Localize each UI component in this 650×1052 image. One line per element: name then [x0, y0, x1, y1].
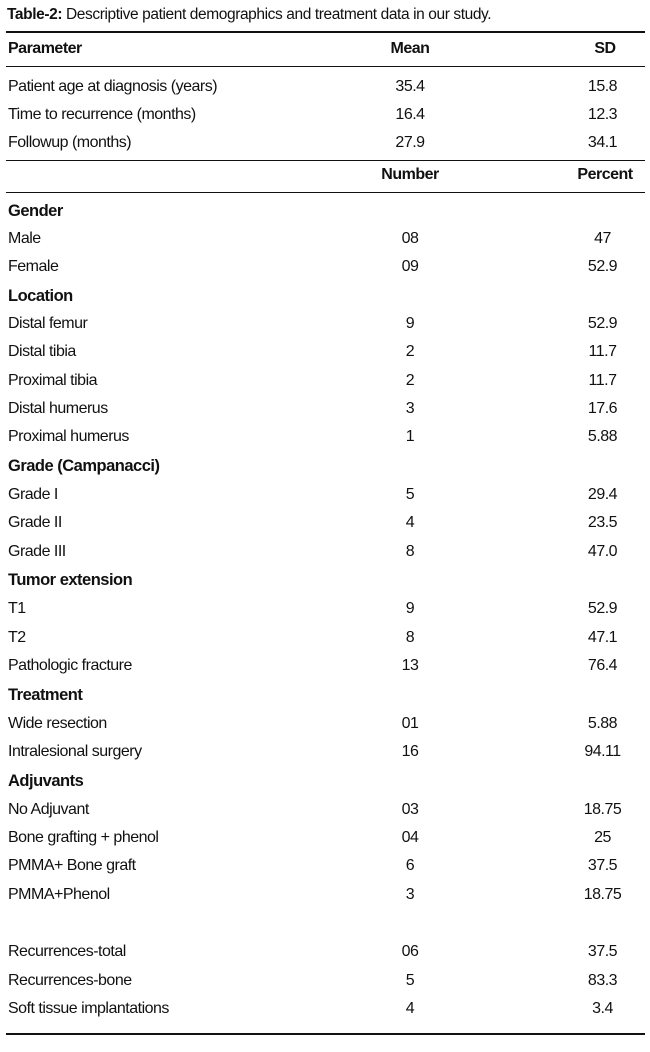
- row-percent: 29.4: [587, 486, 618, 503]
- section-label: Adjuvants: [8, 772, 84, 790]
- row-percent: 52.9: [587, 258, 618, 275]
- row-label: Male: [8, 230, 41, 247]
- row-percent: 52.9: [587, 600, 618, 617]
- table-row: [0, 624, 650, 652]
- row-percent: 37.5: [587, 857, 618, 874]
- row-number: 3: [405, 400, 415, 417]
- row-percent: 11.7: [588, 372, 617, 389]
- table-row: [0, 129, 650, 157]
- row-number: 6: [405, 857, 415, 874]
- section-heading-treatment: [0, 681, 650, 709]
- row-label: Wide resection: [8, 715, 107, 732]
- row-percent: 5.88: [587, 715, 618, 732]
- header-row-counts: [0, 161, 650, 189]
- table-row: [0, 738, 650, 766]
- row-percent: 47.1: [587, 629, 618, 646]
- header-row-stats: [0, 35, 650, 63]
- row-number: 8: [405, 543, 415, 560]
- row-number: 8: [405, 629, 415, 646]
- section-heading-gender: [0, 197, 650, 225]
- table-row: [0, 310, 650, 338]
- col-header-percent: Percent: [577, 166, 633, 183]
- row-percent: 11.7: [588, 343, 617, 360]
- row-label: Female: [8, 258, 59, 275]
- row-label: Bone grafting + phenol: [8, 829, 159, 846]
- col-header-mean: Mean: [390, 40, 430, 57]
- table-row: [0, 710, 650, 738]
- row-label: T1: [8, 600, 26, 617]
- table-row: [0, 852, 650, 880]
- row-percent: 18.75: [583, 801, 622, 818]
- row-label: Recurrences-bone: [8, 972, 132, 989]
- row-number: 9: [405, 600, 415, 617]
- row-label: T2: [8, 629, 26, 646]
- section-heading-location: [0, 282, 650, 310]
- row-label: Distal tibia: [8, 343, 76, 360]
- row-sd: 12.3: [587, 106, 618, 123]
- col-header-number: Number: [381, 166, 439, 183]
- table-row: [0, 481, 650, 509]
- row-percent: 17.6: [587, 400, 618, 417]
- row-number: 1: [405, 428, 415, 445]
- row-mean: 16.4: [395, 106, 425, 123]
- row-label: Grade I: [8, 486, 58, 503]
- row-number: 04: [401, 829, 419, 846]
- row-label: Patient age at diagnosis (years): [8, 78, 218, 95]
- table-row: [0, 824, 650, 852]
- section-label: Grade (Campanacci): [8, 457, 160, 475]
- table-row: [0, 967, 650, 995]
- table-row: [0, 881, 650, 909]
- section-label: Location: [8, 287, 73, 305]
- row-percent: 76.4: [587, 657, 618, 674]
- caption-text: Descriptive patient demographics and treatment data in our study.: [62, 6, 492, 23]
- table-row: [0, 938, 650, 966]
- table-row: [0, 338, 650, 366]
- row-percent: 3.4: [592, 1000, 613, 1017]
- table-row: [0, 367, 650, 395]
- row-label: Soft tissue implantations: [8, 1000, 169, 1017]
- row-percent: 5.88: [587, 428, 618, 445]
- row-number: 01: [401, 715, 419, 732]
- row-number: 06: [401, 943, 419, 960]
- table-row: [0, 423, 650, 451]
- row-label: Pathologic fracture: [8, 657, 132, 674]
- header-rule: [6, 66, 645, 67]
- row-sd: 15.8: [587, 78, 618, 95]
- caption-label: Table-2:: [7, 6, 63, 23]
- top-rule: [6, 31, 645, 33]
- row-label: Time to recurrence (months): [8, 106, 196, 123]
- row-mean: 35.4: [395, 78, 425, 95]
- row-label: Recurrences-total: [8, 943, 126, 960]
- row-number: 2: [405, 343, 415, 360]
- section-label: Tumor extension: [8, 571, 133, 589]
- table-row: [0, 101, 650, 129]
- table-row: [0, 995, 650, 1023]
- row-number: 08: [401, 230, 419, 247]
- row-percent: 47: [594, 230, 611, 247]
- table-row: [0, 73, 650, 101]
- row-percent: 25: [594, 829, 611, 846]
- row-label: Grade II: [8, 514, 62, 531]
- row-percent: 37.5: [587, 943, 618, 960]
- row-number: 2: [405, 372, 415, 389]
- row-label: Distal humerus: [8, 400, 108, 417]
- table-caption: [7, 6, 647, 24]
- row-number: 03: [401, 801, 419, 818]
- row-percent: 47.0: [587, 543, 618, 560]
- row-percent: 52.9: [587, 315, 618, 332]
- section-heading-adjuvants: [0, 767, 650, 795]
- table-row: [0, 595, 650, 623]
- row-number: 4: [405, 1000, 415, 1017]
- header-rule: [6, 192, 645, 193]
- row-label: Followup (months): [8, 134, 132, 151]
- row-label: Proximal tibia: [8, 372, 98, 389]
- row-number: 9: [405, 315, 415, 332]
- row-label: Intralesional surgery: [8, 743, 142, 760]
- section-heading-grade: [0, 452, 650, 480]
- row-percent: 23.5: [587, 514, 618, 531]
- row-percent: 18.75: [583, 886, 622, 903]
- row-number: 09: [401, 258, 419, 275]
- table-row: [0, 225, 650, 253]
- table-row: [0, 796, 650, 824]
- row-sd: 34.1: [587, 134, 618, 151]
- row-number: 5: [405, 972, 415, 989]
- row-label: Grade III: [8, 543, 66, 560]
- table-row: [0, 395, 650, 423]
- row-mean: 27.9: [395, 134, 425, 151]
- row-number: 16: [401, 743, 419, 760]
- row-label: No Adjuvant: [8, 801, 89, 818]
- table-row: [0, 538, 650, 566]
- row-number: 4: [405, 514, 415, 531]
- bottom-rule: [6, 1033, 645, 1035]
- table-row: [0, 509, 650, 537]
- row-label: Proximal humerus: [8, 428, 129, 445]
- row-number: 3: [405, 886, 415, 903]
- table-row: [0, 253, 650, 281]
- col-header-sd: SD: [594, 40, 616, 57]
- row-label: PMMA+Phenol: [8, 886, 110, 903]
- table-row: [0, 652, 650, 680]
- section-heading-tumor-extension: [0, 566, 650, 594]
- row-percent: 83.3: [587, 972, 618, 989]
- row-percent: 94.11: [584, 743, 621, 760]
- row-label: Distal femur: [8, 315, 88, 332]
- row-label: PMMA+ Bone graft: [8, 857, 136, 874]
- section-label: Treatment: [8, 686, 83, 704]
- col-header-parameter: Parameter: [8, 40, 82, 57]
- row-number: 5: [405, 486, 415, 503]
- row-number: 13: [401, 657, 419, 674]
- section-label: Gender: [8, 202, 63, 220]
